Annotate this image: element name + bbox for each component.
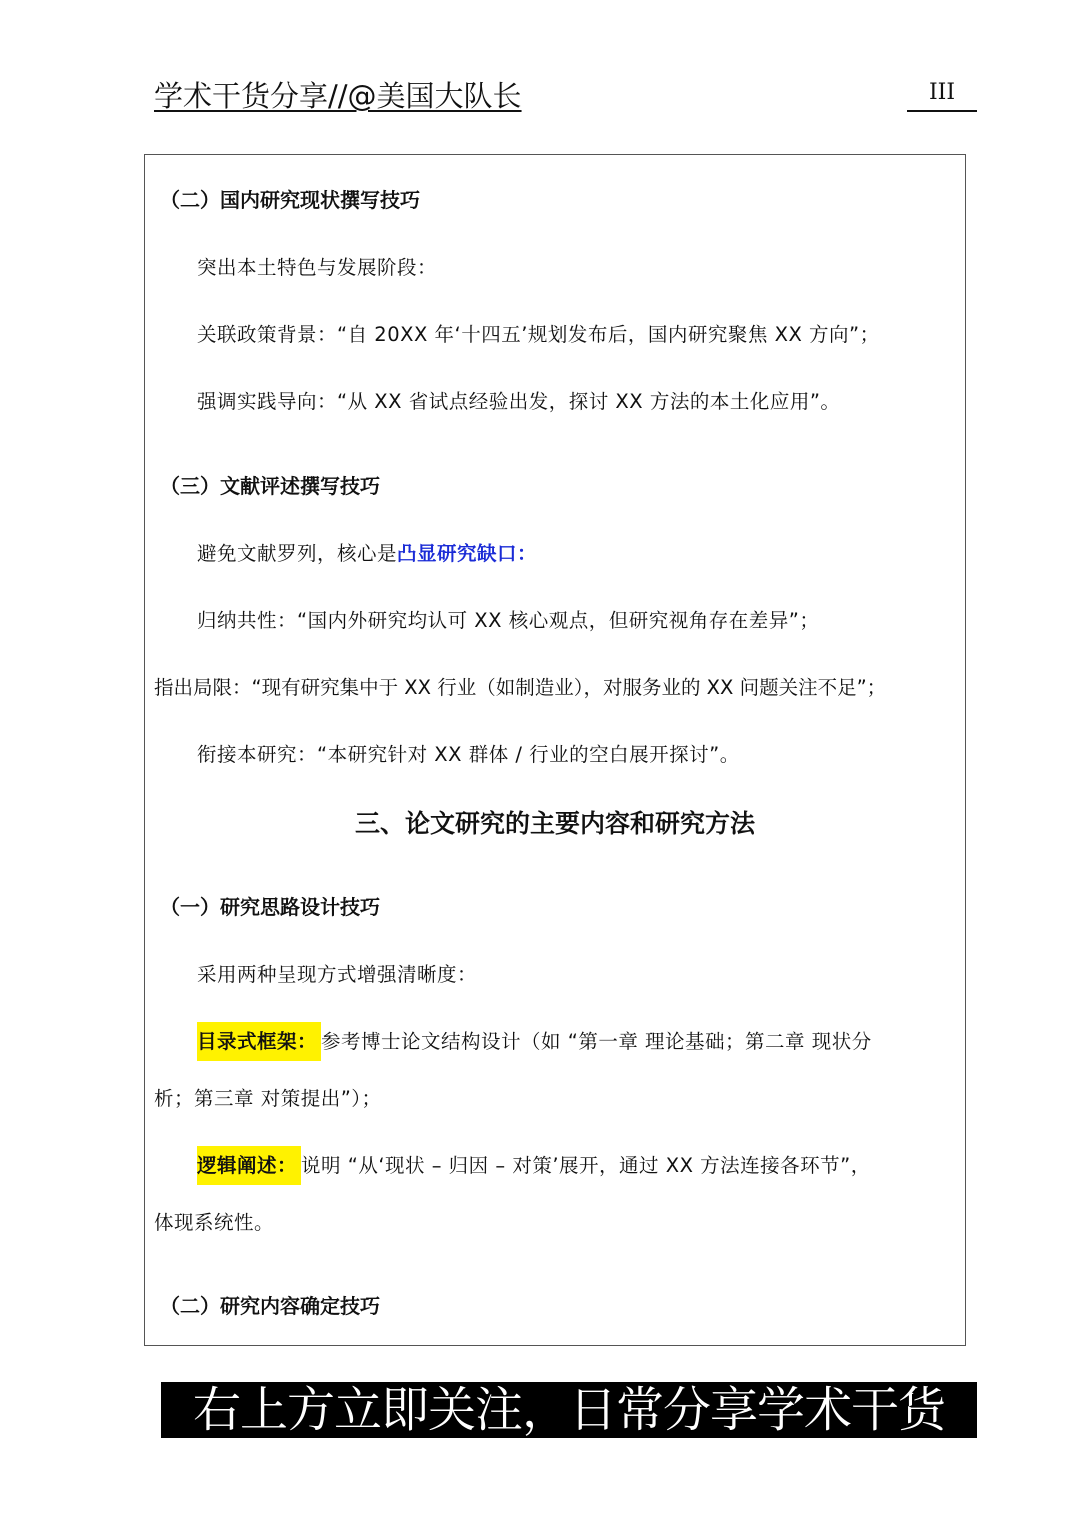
research-gap-emphasis: 凸显研究缺口 — [397, 542, 518, 565]
heading-research-design: （一）研究思路设计技巧 — [160, 895, 380, 919]
heading-research-content: （二）研究内容确定技巧 — [160, 1294, 380, 1318]
paragraph-domestic-intro: 突出本土特色与发展阶段： — [197, 256, 438, 279]
section-three-title: 三、论文研究的主要内容和研究方法 — [354, 809, 755, 838]
logic-description-colon: ： — [277, 1154, 298, 1177]
logic-description-label — [197, 1146, 301, 1185]
research-gap-colon: ： — [517, 542, 538, 565]
follow-banner: 右上方立即关注，日常分享学术干货 — [161, 1382, 977, 1438]
paragraph-logic-description-continued: 体现系统性。 — [154, 1211, 275, 1234]
paragraph-design-intro: 采用两种呈现方式增强清晰度： — [197, 963, 478, 986]
review-intro-text: 避免文献罗列，核心是 — [197, 542, 398, 565]
page-number: III — [907, 78, 977, 112]
logic-description-text: 说明 “从‘现状 – 归因 – 对策’展开，通过 XX 方法连接各环节”， — [301, 1154, 871, 1177]
toc-framework-colon: ： — [297, 1030, 318, 1053]
toc-framework-label — [197, 1022, 321, 1061]
paragraph-domestic-practice: 强调实践导向：“从 XX 省试点经验出发，探讨 XX 方法的本土化应用”。 — [197, 390, 841, 413]
paragraph-review-common: 归纳共性：“国内外研究均认可 XX 核心观点，但研究视角存在差异”； — [197, 609, 820, 632]
page-header-title: 学术干货分享//@美国大队长 — [154, 79, 522, 113]
logic-description-label-text: 逻辑阐述 — [197, 1154, 278, 1177]
paragraph-review-limit: 指出局限：“现有研究集中于 XX 行业（如制造业），对服务业的 XX 问题关注不足”； — [154, 676, 887, 699]
heading-literature-review: （三）文献评述撰写技巧 — [160, 474, 380, 498]
paragraph-toc-framework — [197, 1027, 872, 1057]
paragraph-review-link: 衔接本研究：“本研究针对 XX 群体 / 行业的空白展开探讨”。 — [197, 743, 740, 766]
paragraph-review-intro — [197, 539, 537, 569]
toc-framework-text: 参考博士论文结构设计（如 “第一章 理论基础；第二章 现状分 — [321, 1030, 872, 1053]
heading-domestic-research: （二）国内研究现状撰写技巧 — [160, 188, 420, 212]
paragraph-domestic-policy: 关联政策背景：“自 20XX 年‘十四五’规划发布后，国内研究聚焦 XX 方向”； — [197, 323, 880, 346]
paragraph-toc-framework-continued: 析；第三章 对策提出”）； — [154, 1087, 382, 1110]
toc-framework-label-text: 目录式框架 — [197, 1030, 298, 1053]
paragraph-logic-description — [197, 1151, 871, 1181]
